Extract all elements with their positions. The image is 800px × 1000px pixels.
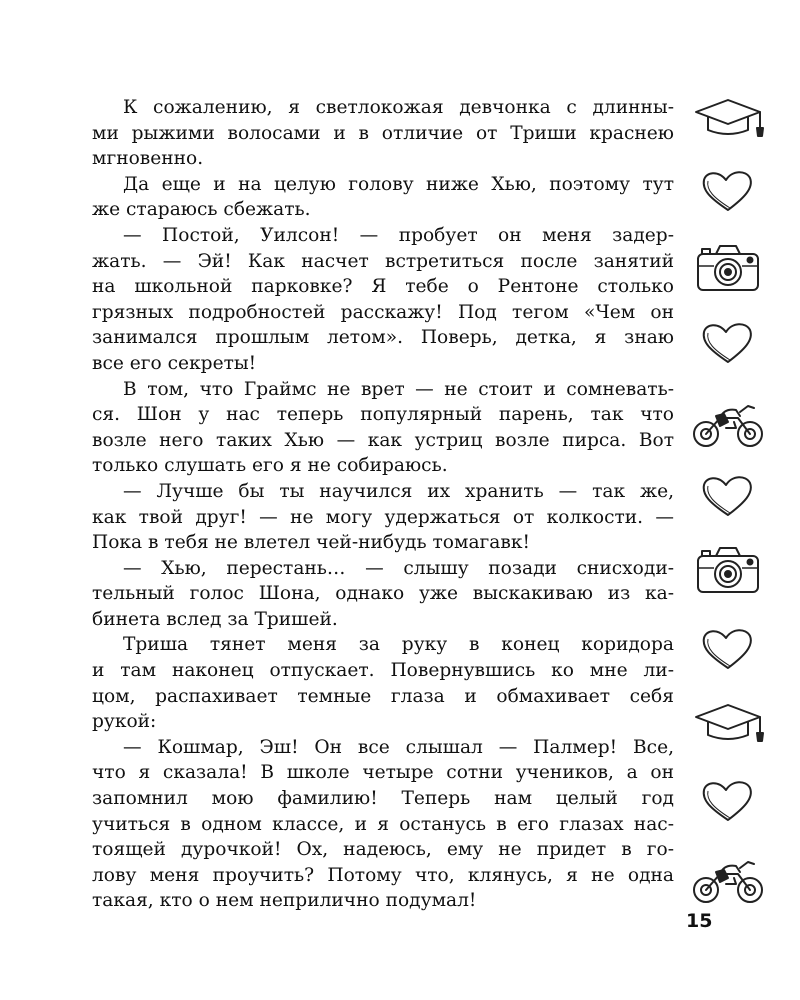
text-line: тоящей дурочкой! Ох, надеюсь, ему не придет в го- <box>92 839 674 861</box>
text-line: — Лучше бы ты научился их хранить — так же, <box>123 480 674 502</box>
heart-icon <box>690 770 766 830</box>
text-line: — Постой, Уилсон! — пробует он меня задер- <box>123 224 674 246</box>
graduation-cap-icon <box>690 90 766 150</box>
camera-icon <box>690 540 766 600</box>
text-line: такая, кто о нем неприлично подумал! <box>92 890 477 912</box>
text-line: запомнил мою фамилию! Теперь нам целый год <box>92 788 674 810</box>
text-line: К сожалению, я светлокожая девчонка с длинны- <box>123 97 674 118</box>
text-line: мгновенно. <box>92 148 204 170</box>
text-line: занимался прошлым летом». Поверь, детка, я знаю <box>92 327 674 349</box>
text-line: грязных подробностей расскажу! Под тегом «Чем он <box>92 301 674 323</box>
text-line: лову меня проучить? Потому что, клянусь, я не одна <box>92 864 674 886</box>
heart-icon <box>690 160 766 220</box>
text-line: рукой: <box>92 711 157 733</box>
text-line: и там наконец отпускает. Повернувшись ко мне ли- <box>92 660 674 682</box>
text-line: возле него таких Хью — как устриц возле пирса. Вот <box>92 429 674 451</box>
heart-icon <box>690 465 766 525</box>
camera-icon <box>690 238 766 298</box>
text-line: как твой друг! — не могу удержаться от колкости. — <box>92 506 674 528</box>
text-line: Пока в тебя не влетел чей-нибудь томагавк! <box>92 532 530 554</box>
motorcycle-icon <box>690 848 766 908</box>
text-line: — Кошмар, Эш! Он все слышал — Палмер! Все, <box>123 736 674 758</box>
text-line: тельный голос Шона, однако уже выскакиваю из ка- <box>92 583 674 605</box>
text-line: цом, распахивает темные глаза и обмахивает себя <box>92 685 674 707</box>
text-line: на школьной парковке? Я тебе о Рентоне столько <box>92 276 674 298</box>
text-line: Да еще и на целую голову ниже Хью, поэтому тут <box>123 173 674 195</box>
heart-icon <box>690 618 766 678</box>
text-line: Триша тянет меня за руку в конец коридора <box>123 634 674 656</box>
text-line: только слушать его я не собираюсь. <box>92 455 448 477</box>
heart-icon <box>690 312 766 372</box>
page-number: 15 <box>686 910 713 932</box>
graduation-cap-icon <box>690 695 766 755</box>
text-line: что я сказала! В школе четыре сотни учеников, а он <box>92 762 674 784</box>
text-line: ми рыжими волосами и в отличие от Триши краснею <box>92 122 674 144</box>
text-line: учиться в одном классе, и я останусь в его глазах нас- <box>92 813 674 835</box>
text-line: же стараюсь сбежать. <box>92 199 311 221</box>
motorcycle-icon <box>690 392 766 452</box>
text-line: — Хью, перестань… — слышу позади снисходи- <box>123 557 674 579</box>
text-line: жать. — Эй! Как насчет встретиться после занятий <box>92 250 674 272</box>
text-line: все его секреты! <box>92 352 257 374</box>
body-text <box>92 95 674 914</box>
text-line: бинета вслед за Тришей. <box>92 608 338 630</box>
text-line: ся. Шон у нас теперь популярный парень, так что <box>92 404 674 426</box>
text-line: В том, что Граймс не врет — не стоит и сомневать- <box>123 378 674 400</box>
